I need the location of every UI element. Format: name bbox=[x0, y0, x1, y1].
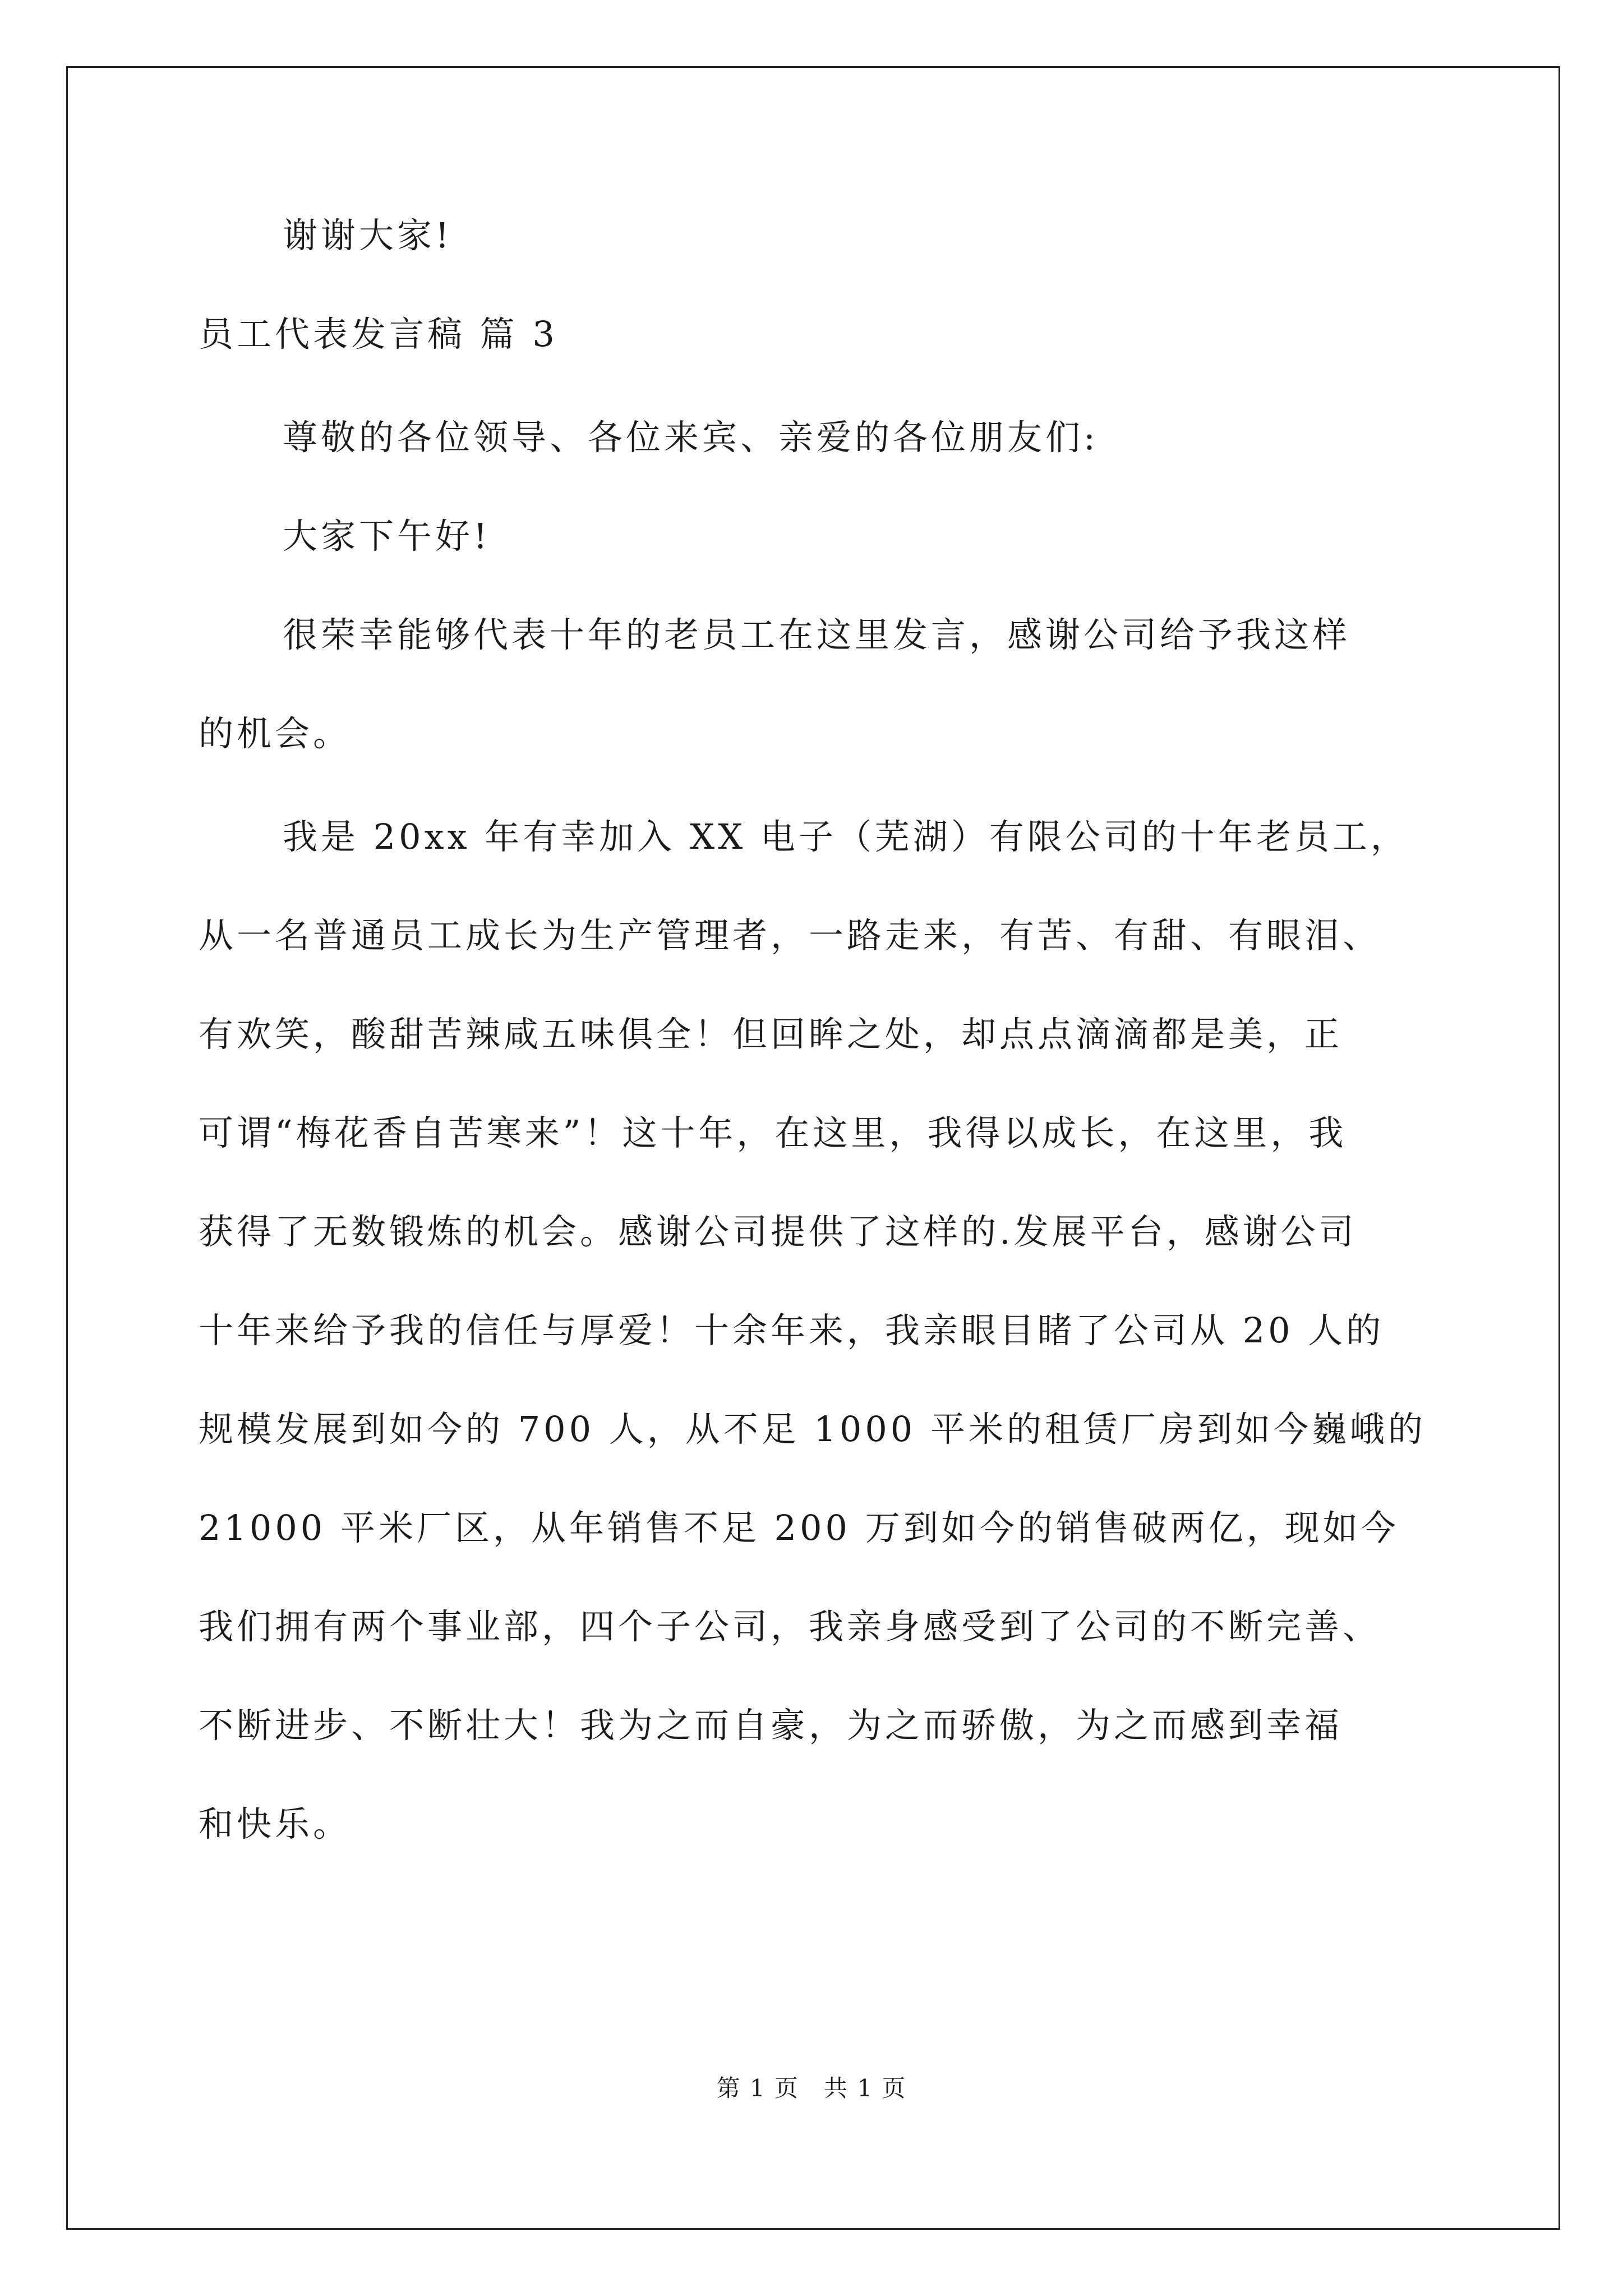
paragraph-line: 可谓“梅花香自苦寒来”！这十年，在这里，我得以成长，在这里，我 bbox=[199, 1112, 1347, 1153]
paragraph-line: 21000 平米厂区，从年销售不足 200 万到如今的销售破两亿，现如今 bbox=[199, 1507, 1399, 1548]
closing-line: 谢谢大家! bbox=[283, 215, 453, 256]
paragraph-line: 不断进步、不断壮大！我为之而自豪，为之而骄傲，为之而感到幸福 bbox=[199, 1705, 1343, 1746]
paragraph-2 bbox=[199, 815, 1427, 1847]
page-number: 第 1 页 bbox=[716, 2074, 799, 2102]
paragraph-line: 我是 20xx 年有幸加入 XX 电子（芜湖）有限公司的十年老员工， bbox=[283, 816, 1409, 857]
section-heading: 员工代表发言稿 篇 3 bbox=[199, 314, 558, 355]
paragraph-line: 的机会。 bbox=[199, 713, 352, 754]
salutation-line: 尊敬的各位领导、各位来宾、亲爱的各位朋友们: bbox=[283, 417, 1099, 458]
paragraph-line: 有欢笑，酸甜苦辣咸五味俱全！但回眸之处，却点点滴滴都是美，正 bbox=[199, 1014, 1343, 1055]
paragraph-line: 很荣幸能够代表十年的老员工在这里发言，感谢公司给予我这样 bbox=[283, 614, 1351, 655]
paragraph-line: 十年来给予我的信任与厚爱！十余年来，我亲眼目睹了公司从 20 人的 bbox=[199, 1310, 1385, 1351]
greeting-line: 大家下午好! bbox=[283, 516, 491, 556]
paragraph-line: 我们拥有两个事业部，四个子公司，我亲身感受到了公司的不断完善、 bbox=[199, 1606, 1381, 1647]
paragraph-1 bbox=[199, 613, 1427, 756]
paragraph-line: 获得了无数锻炼的机会。感谢公司提供了这样的.发展平台，感谢公司 bbox=[199, 1211, 1357, 1252]
page-footer bbox=[0, 2070, 1623, 2104]
page-total: 共 1 页 bbox=[824, 2074, 907, 2102]
paragraph-line: 从一名普通员工成长为生产管理者，一路走来，有苦、有甜、有眼泪、 bbox=[199, 915, 1381, 956]
document-body bbox=[199, 213, 1427, 1901]
paragraph-line: 和快乐。 bbox=[199, 1803, 352, 1844]
paragraph-line: 规模发展到如今的 700 人，从不足 1000 平米的租赁厂房到如今巍峨的 bbox=[199, 1409, 1426, 1450]
